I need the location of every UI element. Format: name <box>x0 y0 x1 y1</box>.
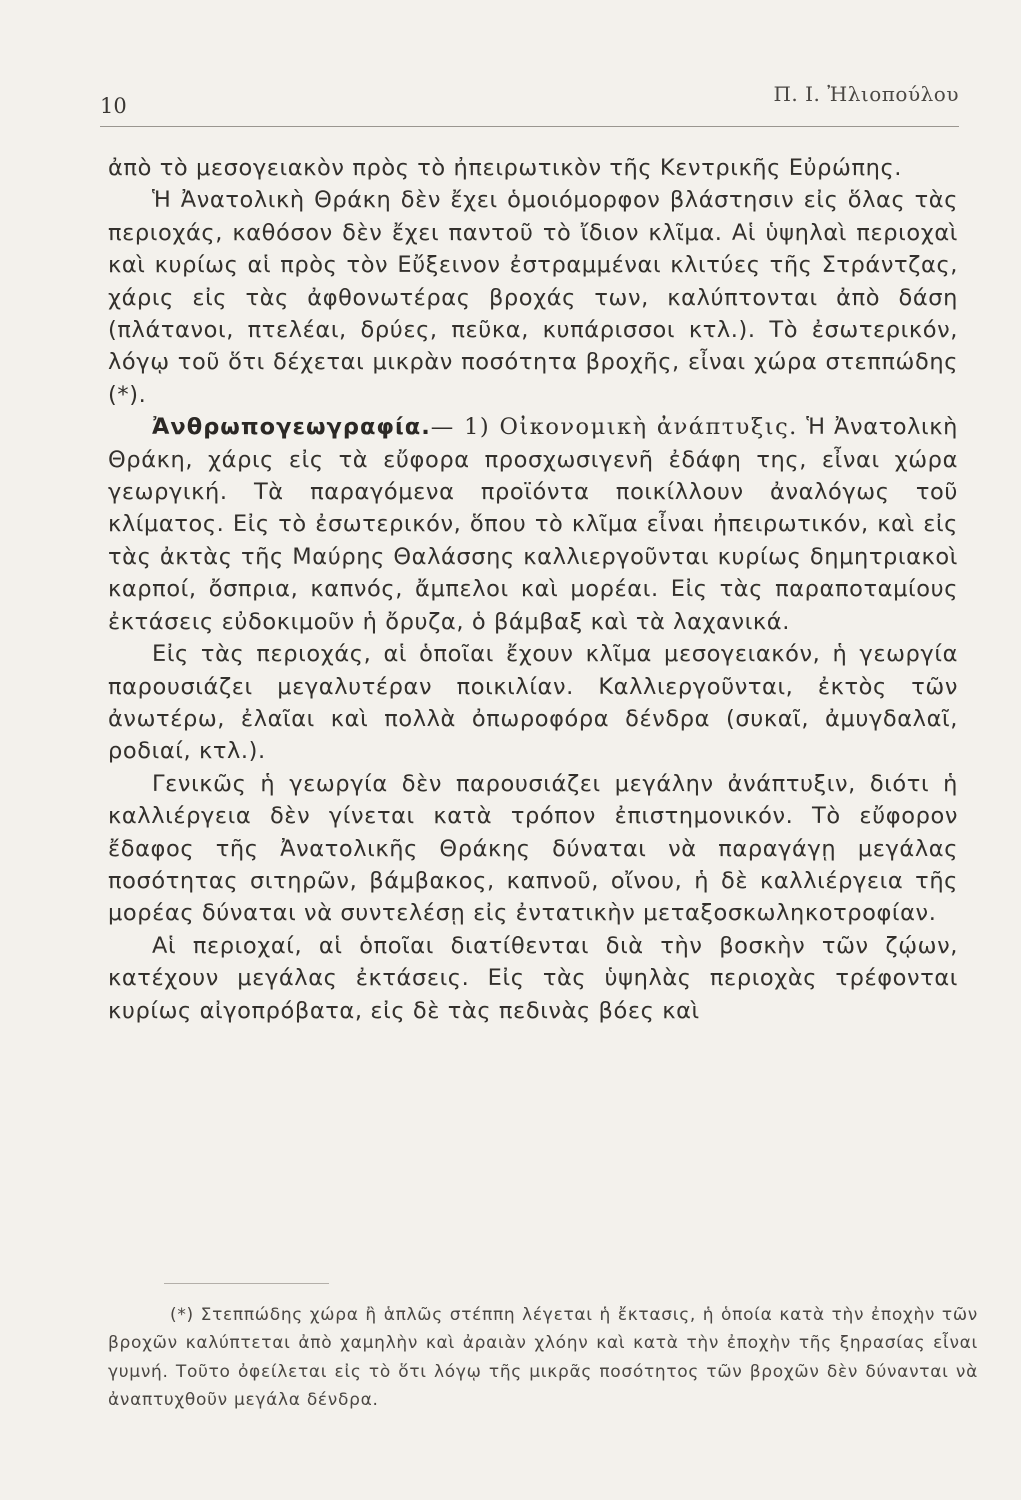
page-header <box>100 78 959 127</box>
running-head-author: Π. Ι. Ἠλιοπούλου <box>773 82 959 106</box>
footnote-divider <box>164 1283 329 1284</box>
paragraph-1: ἀπὸ τὸ μεσογειακὸν πρὸς τὸ ἠπειρωτικὸν τῆς Κεντρικῆς Εὐρώπης. <box>108 155 903 181</box>
paragraph-5: Γενικῶς ἡ γεωργία δὲν παρουσιάζει μεγάλην ἀνάπτυξιν, διότι ἡ καλλιέργεια δὲν γίνεται κατὰ τρόπον ἐπιστημονικόν. Τὸ εὔφορον ἔδαφος τῆς Ἀνατολικῆς Θράκης δύναται νὰ παραγάγῃ μεγάλας ποσότητας σιτηρῶν, βάμβακος, καπνοῦ, οἴνου, ἡ δὲ καλλιέργεια τῆς μορέας δύναται νὰ συντελέσῃ εἰς ἐντατικὴν μεταξοσκωληκοτροφίαν. <box>108 770 958 927</box>
paragraph-6: Αἱ περιοχαί, αἱ ὁποῖαι διατίθενται διὰ τὴν βοσκὴν τῶν ζῴων, κατέχουν μεγάλας ἐκτάσεις. Εἰς τὰς ὑψηλὰς περιοχὰς τρέφονται κυρίως αἰγοπρόβατα, εἰς δὲ τὰς πεδινὰς βόες καὶ <box>108 932 958 1024</box>
paragraph-2: Ἡ Ἀνατολικὴ Θράκη δὲν ἔχει ὁμοιόμορφον βλάστησιν εἰς ὅλας τὰς περιοχάς, καθόσον δὲν ἔχει παντοῦ τὸ ἴδιον κλῖμα. Αἱ ὑψηλαὶ περιοχαὶ καὶ κυρίως αἱ πρὸς τὸν Εὔξεινον ἐστραμμέναι κλιτύες τῆς Στράντζας, χάρις εἰς τὰς ἀφθονωτέρας βροχάς των, καλύπτονται ἀπὸ δάση (πλάτανοι, πτελέαι, δρύες, πεῦκα, κυπάρισσοι κτλ.). Τὸ ἐσωτερικόν, λόγῳ τοῦ ὅτι δέχεται μικρὰν ποσότητα βροχῆς, εἶναι χώρα στεππώδης (*). <box>108 187 958 408</box>
section-subheading: — 1) Οἰκονομικὴ ἀνάπτυξις. <box>430 414 798 441</box>
paragraph-3-text: Ἡ Ἀνατολικὴ Θράκη, χάρις εἰς τὰ εὔφορα προσχωσιγενῆ ἐδάφη της, εἶναι χώρα γεωργική. Τὰ παραγόμενα προϊόντα ποικίλλουν ἀναλόγως τοῦ κλίματος. Εἰς τὸ ἐσωτερικόν, ὅπου τὸ κλῖμα εἶναι ἠπειρωτικόν, καὶ εἰς τὰς ἀκτὰς τῆς Μαύρης Θαλάσσης καλλιεργοῦνται κυρίως δημητριακοὶ καρποί, ὄσπρια, καπνός, ἄμπελοι καὶ μορέαι. Εἰς τὰς παραποταμίους ἐκτάσεις εὐδοκιμοῦν ἡ ὄρυζα, ὁ βάμβαξ καὶ τὰ λαχανικά. <box>108 414 958 635</box>
page-number: 10 <box>100 94 127 118</box>
paragraph-3 <box>108 411 958 638</box>
footnote <box>108 1301 978 1414</box>
paragraph-4: Εἰς τὰς περιοχάς, αἱ ὁποῖαι ἔχουν κλῖμα μεσογειακόν, ἡ γεωργία παρουσιάζει μεγαλυτέραν ποικιλίαν. Καλλιεργοῦνται, ἐκτὸς τῶν ἀνωτέρω, ἐλαῖαι καὶ πολλὰ ὀπωροφόρα δένδρα (συκαῖ, ἀμυγδαλαῖ, ροδιαί, κτλ.). <box>108 641 958 765</box>
footnote-text: (*) Στεππώδης χώρα ἢ ἁπλῶς στέππη λέγεται ἡ ἔκτασις, ἡ ὁποία κατὰ τὴν ἐποχὴν τῶν βροχῶν καλύπτεται ἀπὸ χαμηλὴν καὶ ἀραιὰν χλόην καὶ κατὰ τὴν ἐποχὴν τῆς ξηρασίας εἶναι γυμνή. Τοῦτο ὀφείλεται εἰς τὸ ὅτι λόγῳ τῆς μικρᾶς ποσότητος τῶν βροχῶν δὲν δύνανται νὰ ἀναπτυχθοῦν μεγάλα δένδρα. <box>108 1305 978 1410</box>
main-text <box>108 152 958 1027</box>
section-heading: Ἀνθρωπογεωγραφία. <box>152 414 431 441</box>
